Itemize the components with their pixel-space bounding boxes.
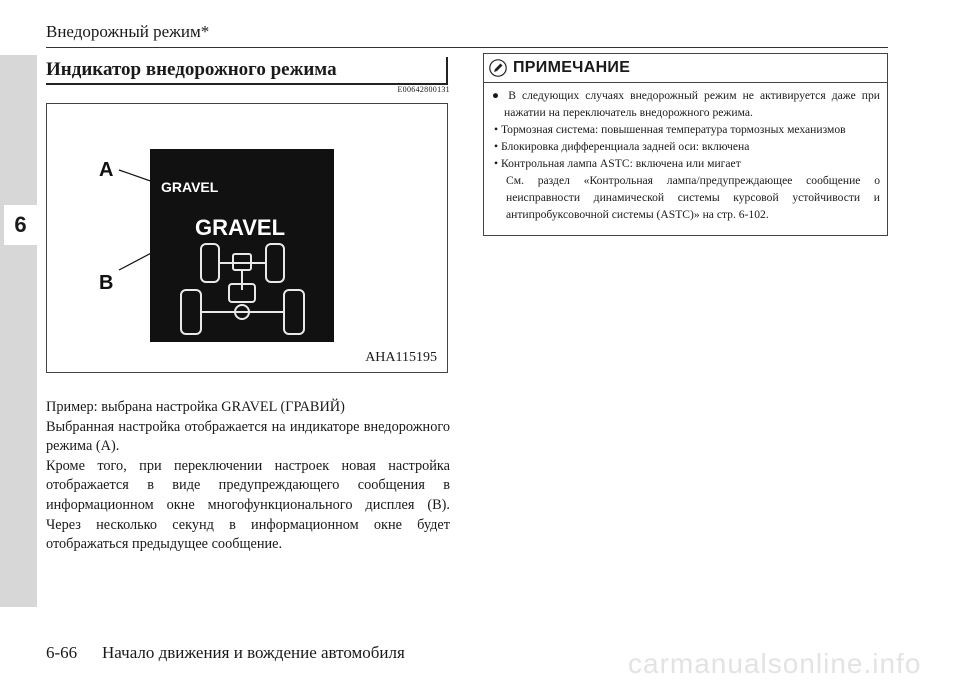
- display-text-small: GRAVEL: [161, 179, 219, 195]
- label-a: A: [99, 159, 114, 181]
- note-item: • Тормозная система: повышенная температура тормозных механизмов: [494, 123, 846, 136]
- note-item: • Блокировка дифференциала задней оси: включена: [494, 140, 750, 153]
- side-band: [0, 55, 37, 607]
- chapter-tab: 6: [4, 205, 37, 245]
- note-title: ПРИМЕЧАНИЕ: [513, 59, 631, 76]
- note-intro: ● В следующих случаях внедорожный режим не активируется даже при нажатии на переключатель внедорожного режима.: [492, 89, 881, 119]
- paragraph-2: Кроме того, при переключении настроек новая настройка отображается в виде предупреждающего сообщения в информационном окне многофункционального дисплея (B). Через несколько секунд в информационном окне будет отображаться предыдущее сообщение.: [46, 457, 450, 553]
- paragraph-1: Выбранная настройка отображается на индикаторе внедорожного режима (A).: [46, 418, 450, 455]
- heading-rule: [446, 57, 448, 85]
- section-title: Индикатор внедорожного режима: [46, 59, 337, 80]
- display-panel: [150, 149, 334, 342]
- page-number: 6-66: [46, 643, 78, 662]
- watermark: carmanualsonline.info: [628, 648, 922, 679]
- note-reference: См. раздел «Контрольная лампа/предупреждающее сообщение о неисправности динамической системы курсовой устойчивости и антипробуксовочной системы (ASTC)» на стр. 6-102.: [506, 174, 880, 221]
- bullet-icon: ●: [492, 89, 509, 102]
- figure-illustration: [47, 104, 447, 372]
- chapter-title: Начало движения и вождение автомобиля: [102, 643, 405, 662]
- note-item: • Контрольная лампа ASTC: включена или мигает: [494, 157, 741, 170]
- display-text-large: GRAVEL: [195, 215, 286, 240]
- note-box: [483, 53, 888, 236]
- note-body: [484, 83, 887, 223]
- header-rule: [46, 47, 888, 48]
- running-title: Внедорожный режим*: [46, 22, 210, 41]
- pencil-icon: [489, 59, 507, 77]
- section-heading: [46, 57, 448, 85]
- figure: [46, 103, 448, 373]
- note-header: [484, 54, 887, 83]
- example-line: Пример: выбрана настройка GRAVEL (ГРАВИЙ): [46, 399, 345, 415]
- figure-id: AHA115195: [365, 350, 437, 365]
- body-text: [46, 398, 450, 555]
- section-code: E00642800131: [397, 85, 450, 94]
- label-b: B: [99, 272, 114, 294]
